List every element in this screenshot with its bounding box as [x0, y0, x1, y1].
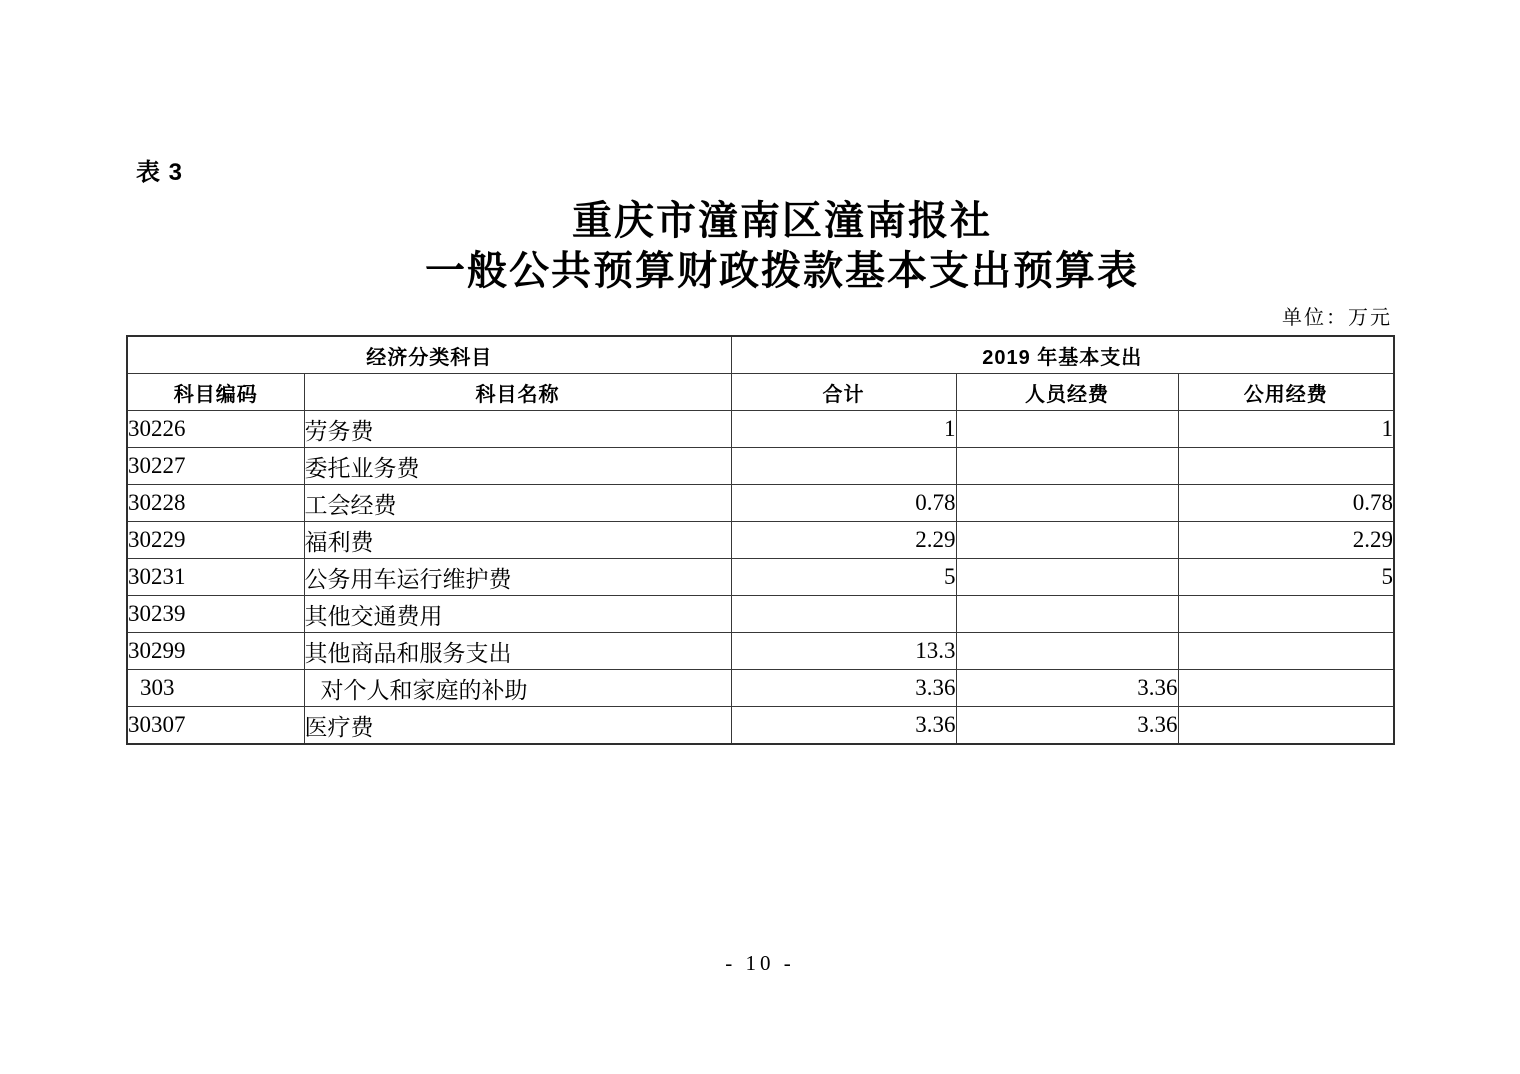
document-title	[0, 196, 1520, 296]
public-value: 1	[1178, 411, 1394, 448]
subject-code: 30228	[127, 485, 304, 522]
title-line-2: 一般公共预算财政拨款基本支出预算表	[425, 249, 1139, 293]
public-value	[1178, 670, 1394, 707]
subject-code: 30239	[127, 596, 304, 633]
total-value: 5	[731, 559, 956, 596]
public-value: 5	[1178, 559, 1394, 596]
budget-table	[126, 335, 1395, 745]
personnel-value	[956, 411, 1178, 448]
table-row	[127, 485, 1394, 522]
personnel-value	[956, 596, 1178, 633]
total-value: 1	[731, 411, 956, 448]
page-number: - 10 -	[725, 951, 795, 975]
subject-code: 30229	[127, 522, 304, 559]
table-label: 表 3	[136, 159, 184, 186]
table-row	[127, 670, 1394, 707]
table-row	[127, 559, 1394, 596]
subject-name: 其他商品和服务支出	[304, 633, 731, 670]
total-value	[731, 596, 956, 633]
unit-note: 单位：万元	[1282, 307, 1392, 329]
total-value: 0.78	[731, 485, 956, 522]
total-value: 3.36	[731, 707, 956, 745]
personnel-value	[956, 559, 1178, 596]
header-personnel-funds: 人员经费	[956, 374, 1178, 411]
header-subject-code: 科目编码	[127, 374, 304, 411]
header-group-row	[127, 336, 1394, 374]
header-public-funds: 公用经费	[1178, 374, 1394, 411]
total-value: 13.3	[731, 633, 956, 670]
public-value	[1178, 596, 1394, 633]
personnel-value: 3.36	[956, 707, 1178, 745]
subject-code: 30226	[127, 411, 304, 448]
subject-name: 其他交通费用	[304, 596, 731, 633]
table-row	[127, 522, 1394, 559]
total-value	[731, 448, 956, 485]
subject-name: 工会经费	[304, 485, 731, 522]
subject-name: 医疗费	[304, 707, 731, 745]
header-subject-name: 科目名称	[304, 374, 731, 411]
total-value: 3.36	[731, 670, 956, 707]
header-total: 合计	[731, 374, 956, 411]
public-value	[1178, 707, 1394, 745]
table-row	[127, 633, 1394, 670]
public-value	[1178, 633, 1394, 670]
public-value: 2.29	[1178, 522, 1394, 559]
subject-code: 30299	[127, 633, 304, 670]
total-value: 2.29	[731, 522, 956, 559]
table-row	[127, 596, 1394, 633]
public-value	[1178, 448, 1394, 485]
subject-code: 30307	[127, 707, 304, 745]
subject-name: 公务用车运行维护费	[304, 559, 731, 596]
subject-name: 委托业务费	[304, 448, 731, 485]
title-line-1: 重庆市潼南区潼南报社	[572, 199, 992, 243]
public-value: 0.78	[1178, 485, 1394, 522]
subject-code: 303	[127, 670, 304, 707]
header-2019-basic-expenditure: 2019 年基本支出	[731, 336, 1394, 374]
subject-name: 劳务费	[304, 411, 731, 448]
personnel-value	[956, 448, 1178, 485]
subject-code: 30231	[127, 559, 304, 596]
personnel-value	[956, 485, 1178, 522]
personnel-value: 3.36	[956, 670, 1178, 707]
header-column-row	[127, 374, 1394, 411]
subject-name: 福利费	[304, 522, 731, 559]
personnel-value	[956, 633, 1178, 670]
table-row	[127, 411, 1394, 448]
personnel-value	[956, 522, 1178, 559]
subject-code: 30227	[127, 448, 304, 485]
subject-name: 对个人和家庭的补助	[304, 670, 731, 707]
table-row	[127, 707, 1394, 745]
header-economic-subject: 经济分类科目	[127, 336, 731, 374]
table-row	[127, 448, 1394, 485]
